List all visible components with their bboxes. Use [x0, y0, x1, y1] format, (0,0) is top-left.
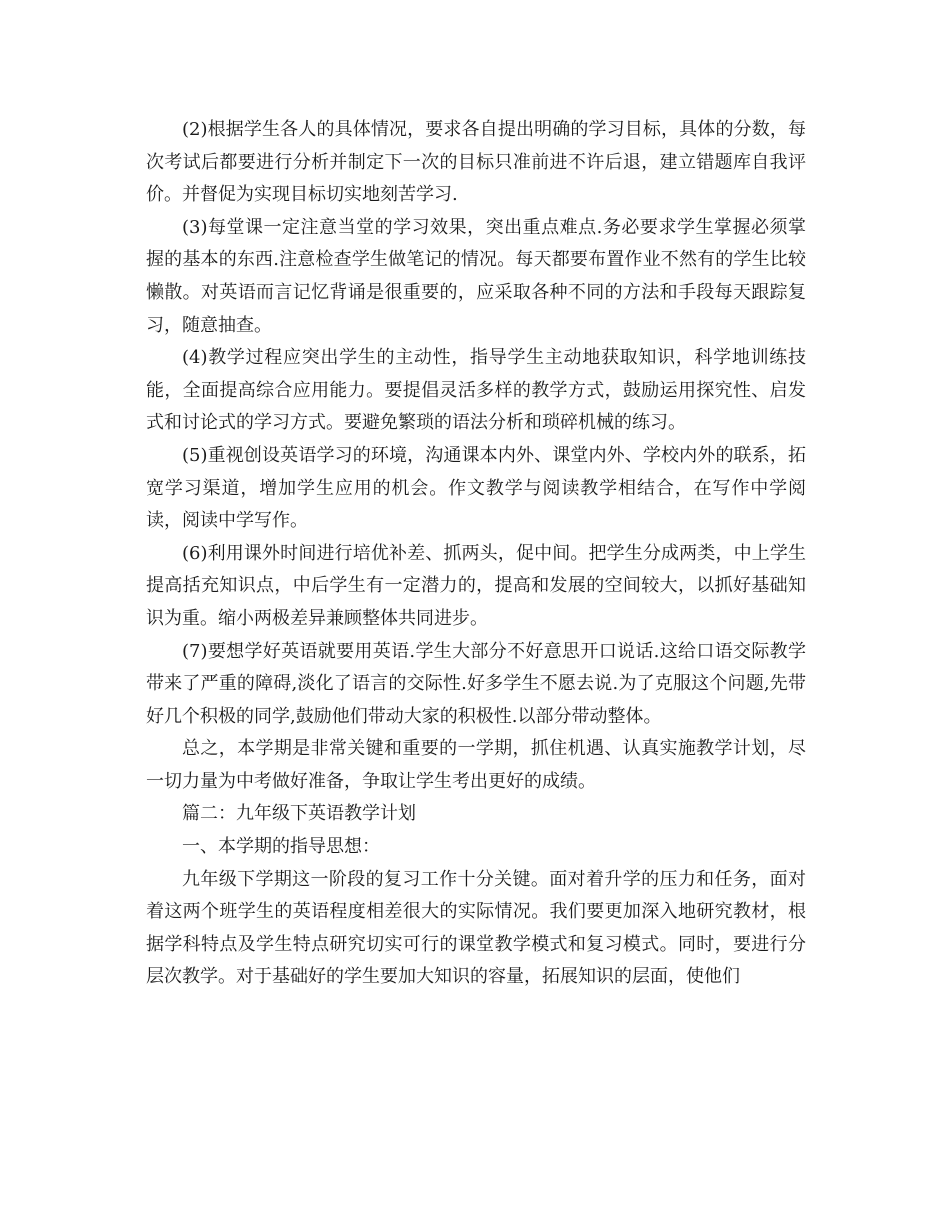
paragraph-item-3: (3)每堂课一定注意当堂的学习效果，突出重点难点.务必要求学生掌握必须掌握的基本的东西.注意检查学生做笔记的情况。每天都要布置作业不然有的学生比较懒散。对英语而言记忆背诵是很重要的，应采取各种不同的方法和手段每天跟踪复习，随意抽查。	[146, 216, 806, 336]
paragraph-item-2: (2)根据学生各人的具体情况，要求各自提出明确的学习目标，具体的分数，每次考试后都要进行分析并制定下一次的目标只准前进不许后退，建立错题库自我评价。并督促为实现目标切实地刻苦学习.	[146, 119, 806, 206]
paragraph-item-7: (7)要想学好英语就要用英语.学生大部分不好意思开口说话.这给口语交际教学带来了严重的障碍,淡化了语言的交际性.好多学生不愿去说.为了克服这个问题,先带好几个积极的同学,鼓励他们带动大家的积极性.以部分带动整体。	[146, 640, 806, 727]
conclusion-paragraph: 总之，本学期是非常关键和重要的一学期，抓住机遇、认真实施教学计划，尽一切力量为中考做好准备，争取让学生考出更好的成绩。	[146, 738, 806, 792]
body-paragraph: 九年级下学期这一阶段的复习工作十分关键。面对着升学的压力和任务，面对着这两个班学生的英语程度相差很大的实际情况。我们要更加深入地研究教材，根据学科特点及学生特点研究切实可行的课堂教学模式和复习模式。同时，要进行分层次教学。对于基础好的学生要加大知识的容量，拓展知识的层面，使他们	[146, 868, 806, 988]
section-title: 篇二：九年级下英语教学计划	[182, 803, 416, 825]
paragraph-item-4: (4)教学过程应突出学生的主动性，指导学生主动地获取知识，科学地训练技能，全面提高综合应用能力。要提倡灵活多样的教学方式，鼓励运用探究性、启发式和讨论式的学习方式。要避免繁琐的语法分析和琐碎机械的练习。	[146, 347, 806, 434]
paragraph-item-6: (6)利用课外时间进行培优补差、抓两头，促中间。把学生分成两类，中上学生提高括充知识点，中后学生有一定潜力的，提高和发展的空间较大，以抓好基础知识为重。缩小两极差异兼顾整体共同进步。	[146, 542, 806, 629]
document-body	[146, 114, 806, 994]
subsection-heading: 一、本学期的指导思想：	[182, 836, 380, 858]
paragraph-item-5: (5)重视创设英语学习的环境，沟通课本内外、课堂内外、学校内外的联系，拓宽学习渠道，增加学生应用的机会。作文教学与阅读教学相结合，在写作中学阅读，阅读中学写作。	[146, 444, 806, 532]
